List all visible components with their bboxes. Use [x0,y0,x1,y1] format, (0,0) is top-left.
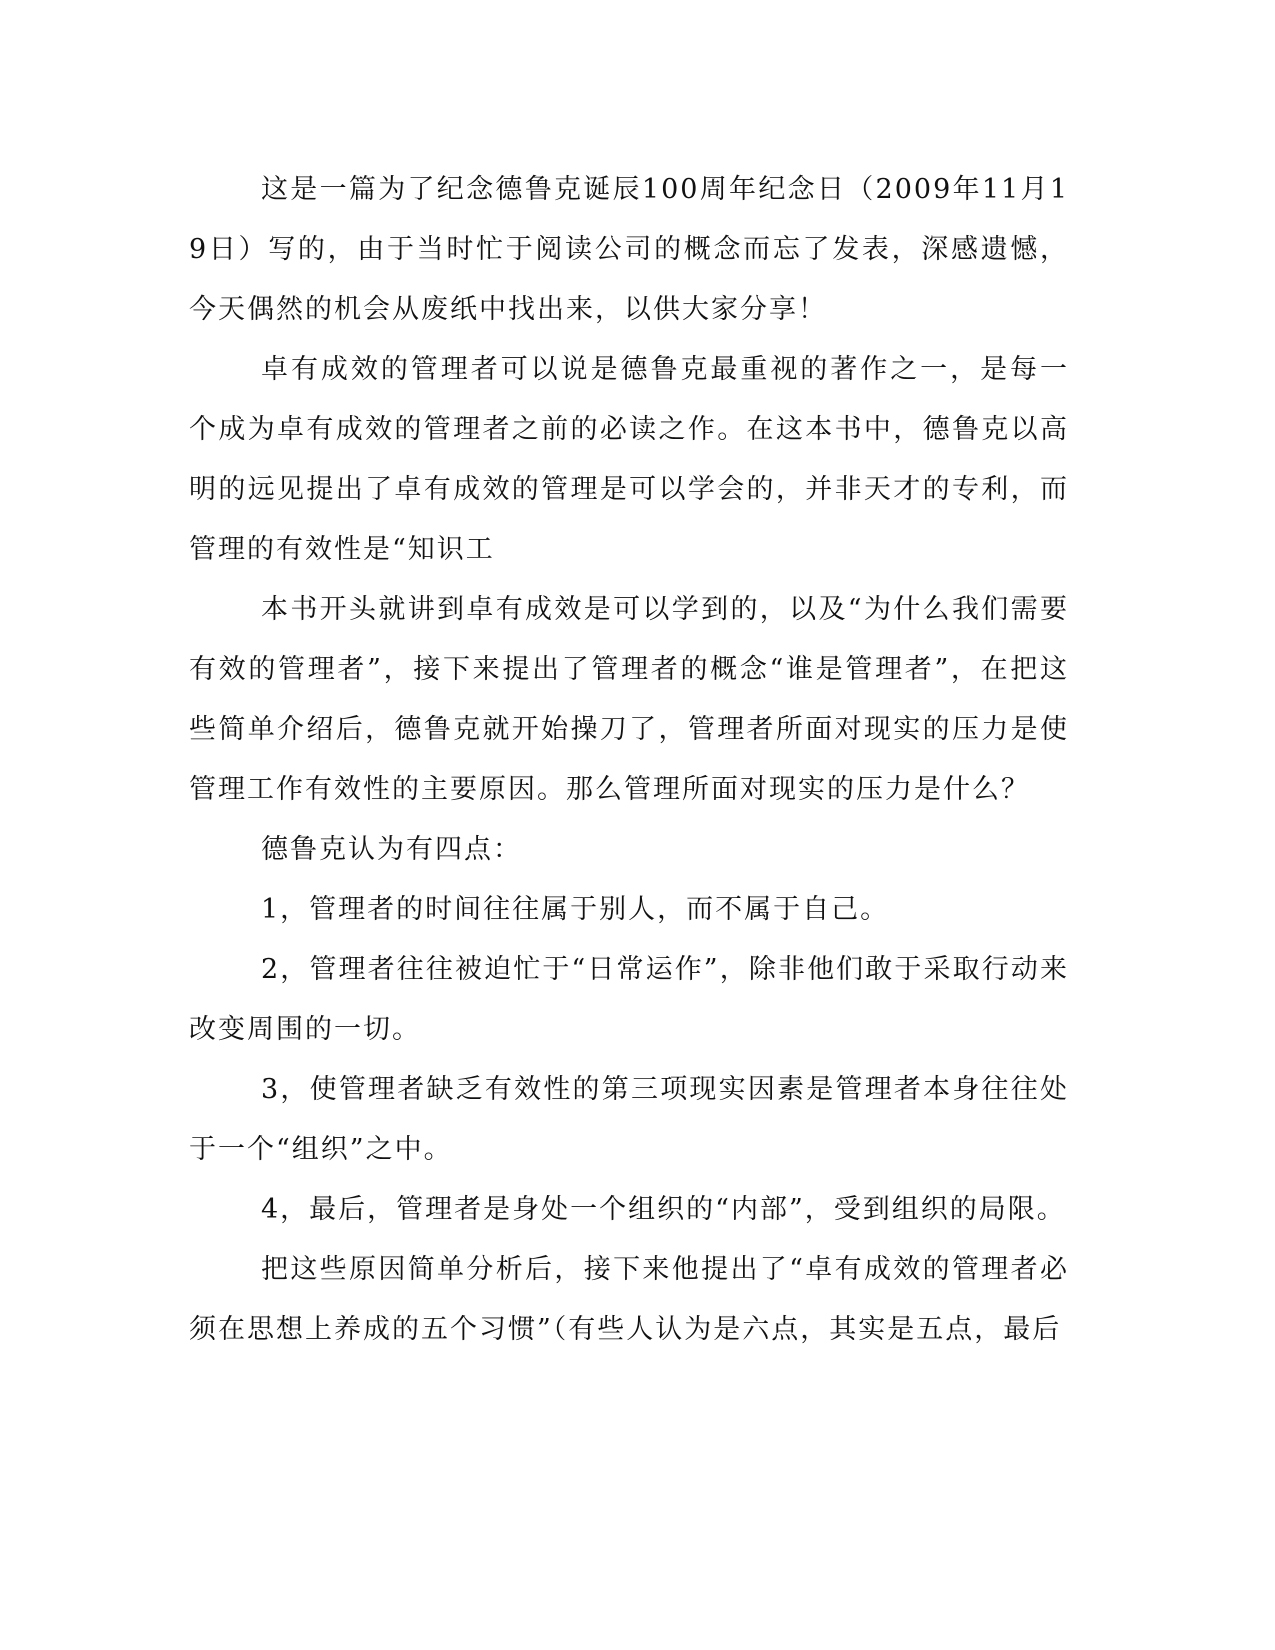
list-item-point-4: 4，最后，管理者是身处一个组织的“内部”，受到组织的局限。 [261,1194,1066,1225]
list-item-point-1: 1，管理者的时间往往属于别人，而不属于自己。 [261,894,890,925]
paragraph-five-habits: 把这些原因简单分析后，接下来他提出了“卓有成效的管理者必须在思想上养成的五个习惯”（有些人认为是六点，其实是五点，最后 [189,1254,1069,1345]
list-item-point-2: 2，管理者往往被迫忙于“日常运作”，除非他们敢于采取行动来改变周围的一切。 [189,954,1069,1045]
paragraph-book-opening: 本书开头就讲到卓有成效是可以学到的，以及“为什么我们需要有效的管理者”，接下来提出了管理者的概念“谁是管理者”，在把这些简单介绍后，德鲁克就开始操刀了，管理者所面对现实的压力是使管理工作有效性的主要原因。那么管理所面对现实的压力是什么？ [189,594,1069,805]
document-body [189,160,1069,1360]
paragraph-book-overview: 卓有成效的管理者可以说是德鲁克最重视的著作之一，是每一个成为卓有成效的管理者之前的必读之作。在这本书中，德鲁克以高明的远见提出了卓有成效的管理是可以学会的，并非天才的专利，而管理的有效性是“知识工 [189,354,1069,565]
paragraph-four-points-intro: 德鲁克认为有四点： [261,834,522,865]
paragraph-intro: 这是一篇为了纪念德鲁克诞辰100周年纪念日（2009年11月19日）写的，由于当时忙于阅读公司的概念而忘了发表，深感遗憾，今天偶然的机会从废纸中找出来，以供大家分享！ [189,174,1069,325]
list-item-point-3: 3，使管理者缺乏有效性的第三项现实因素是管理者本身往往处于一个“组织”之中。 [189,1074,1069,1165]
